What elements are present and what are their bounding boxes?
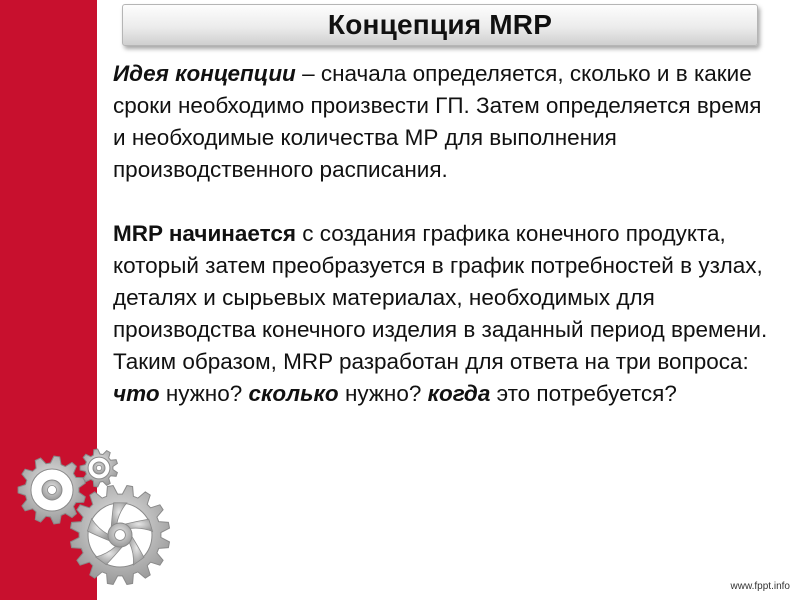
slide-title: Концепция MRP xyxy=(327,9,553,40)
text-segment: MRP начинается xyxy=(113,221,296,246)
text-segment: Идея концепции xyxy=(113,61,303,86)
text-segment: нужно? xyxy=(338,381,428,406)
text-segment: сколько xyxy=(248,381,339,406)
text-segment: что xyxy=(113,381,160,406)
text-segment: – сначала определяется, сколько и в какие сроки необходимо произвести ГП. Затем определяется время и необходимые количества МР для выполнения производственного расписания. xyxy=(113,61,762,182)
body-text xyxy=(113,58,773,410)
text-segment: с создания графика конечного продукта, который затем преобразуется в график потребностей в узлах, деталях и сырьевых материалах, необходимых для производства конечного изделия в заданный период времени. Таким образом, MRP разработан для ответа на три вопроса: xyxy=(113,221,768,374)
small-gear-icon xyxy=(18,456,85,524)
paragraph-mrp-start xyxy=(113,218,773,410)
text-segment: нужно? xyxy=(159,381,249,406)
text-segment: это потребуется? xyxy=(490,381,677,406)
watermark: www.fppt.info xyxy=(730,581,790,592)
title-bar xyxy=(122,4,758,46)
paragraph-concept-idea xyxy=(113,58,773,186)
tiny-gear-icon xyxy=(80,449,117,487)
text-segment: когда xyxy=(427,381,491,406)
large-gear-icon xyxy=(71,486,170,585)
gears-icon xyxy=(0,430,200,600)
